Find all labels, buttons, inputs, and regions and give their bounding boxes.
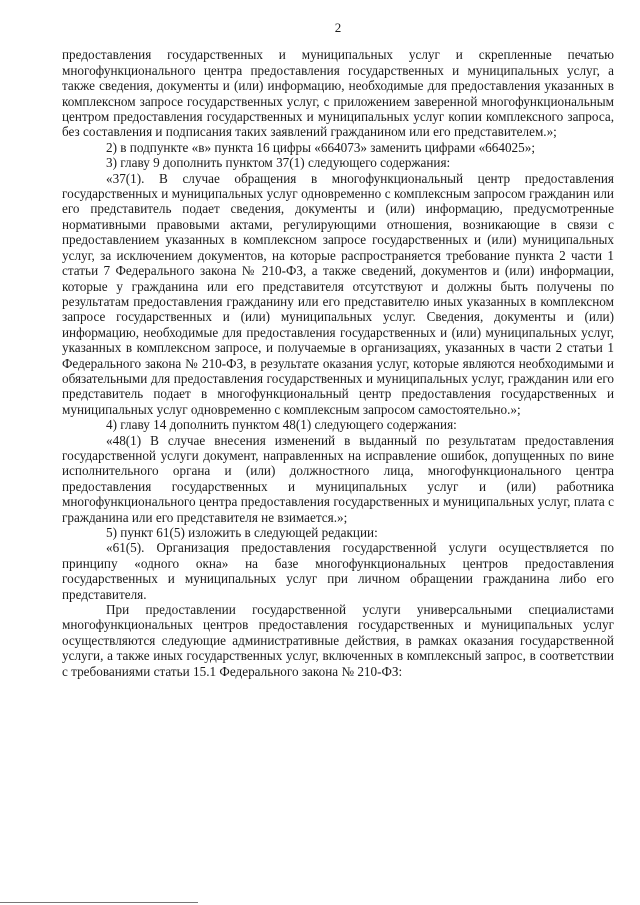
paragraph-item-2: 2) в подпункте «в» пункта 16 цифры «664073» заменить цифрами «664025»; [106, 139, 535, 155]
paragraph-clause-61-5-cont: При предоставлении государственной услуги универсальными специалистами многофункциональных центров предоставления государственных и муниципальных услуг осуществляются следующие административные действия, в рамках оказания государственной услуги, а также иных государственных услуг, включенных в комплексный запрос, в соответствии с требованиями статьи 15.1 Федерального закона № 210-ФЗ: [62, 602, 614, 679]
document-page [62, 20, 614, 679]
paragraph-item-3: 3) главу 9 дополнить пунктом 37(1) следующего содержания: [106, 155, 451, 171]
footer-divider [0, 902, 198, 903]
paragraph-continuation: предоставления государственных и муниципальных услуг и скрепленные печатью многофункционального центра предоставления государственных и муниципальных услуг, а также сведения, документы и (или) информацию, необходимые для предоставления указанных в комплексном запросе государственных услуг, с приложением заверенной многофункциональным центром предоставления государственных и муниципальных услуг копии комплексного запроса, без составления и подписания таких заявлений гражданином или его представителем.»; [62, 47, 614, 140]
page-number: 2 [334, 20, 342, 35]
paragraph-clause-37-1: «37(1). В случае обращения в многофункциональный центр предоставления государственных и муниципальных услуг одновременно с комплексным запросом гражданин или его представитель подает сведения, документы и (или) информацию, предусмотренные нормативными правовыми актами, регулирующими отношения, возникающие в связи с предоставлением указанных в комплексном запросе государственных и (или) муниципальных услуг, за исключением документов, на которые распространяется требование пункта 2 части 1 статьи 7 Федерального закона № 210-ФЗ, а также сведений, документов и (или) информации, которые у гражданина или его представителя отсутствуют и должны быть получены по результатам предоставления гражданину или его представителю иных указанных в комплексном запросе государственных и (или) муниципальных услуг. Сведения, документы и (или) информацию, необходимые для предоставления государственных и (или) муниципальных услуг, указанных в комплексном запросе, и получаемые в организациях, указанных в части 2 статьи 1 Федерального закона № 210-ФЗ, в результате оказания услуг, которые являются необходимыми и обязательными для предоставления государственных и муниципальных услуг, гражданин или его представитель подает в многофункциональный центр предоставления государственных и муниципальных услуг одновременно с комплексным запросом самостоятельно.»; [62, 170, 614, 417]
paragraph-item-5: 5) пункт 61(5) изложить в следующей редакции: [106, 525, 378, 540]
paragraph-clause-61-5: «61(5). Организация предоставления государственной услуги осуществляется по принципу «одного окна» на базе многофункциональных центров предоставления государственных и муниципальных услуг при личном обращении гражданина либо его представителя. [62, 540, 614, 602]
paragraph-item-4: 4) главу 14 дополнить пунктом 48(1) следующего содержания: [106, 417, 457, 433]
paragraph-clause-48-1: «48(1) В случае внесения изменений в выданный по результатам предоставления государственной услуги документ, направленных на исправление ошибок, допущенных по вине исполнительного органа и (или) должностного лица, многофункционального центра предоставления государственных и муниципальных услуг и (или) работника многофункционального центра предоставления государственных и муниципальных услуг, плата с гражданина или его представителя не взимается.»; [62, 432, 614, 525]
